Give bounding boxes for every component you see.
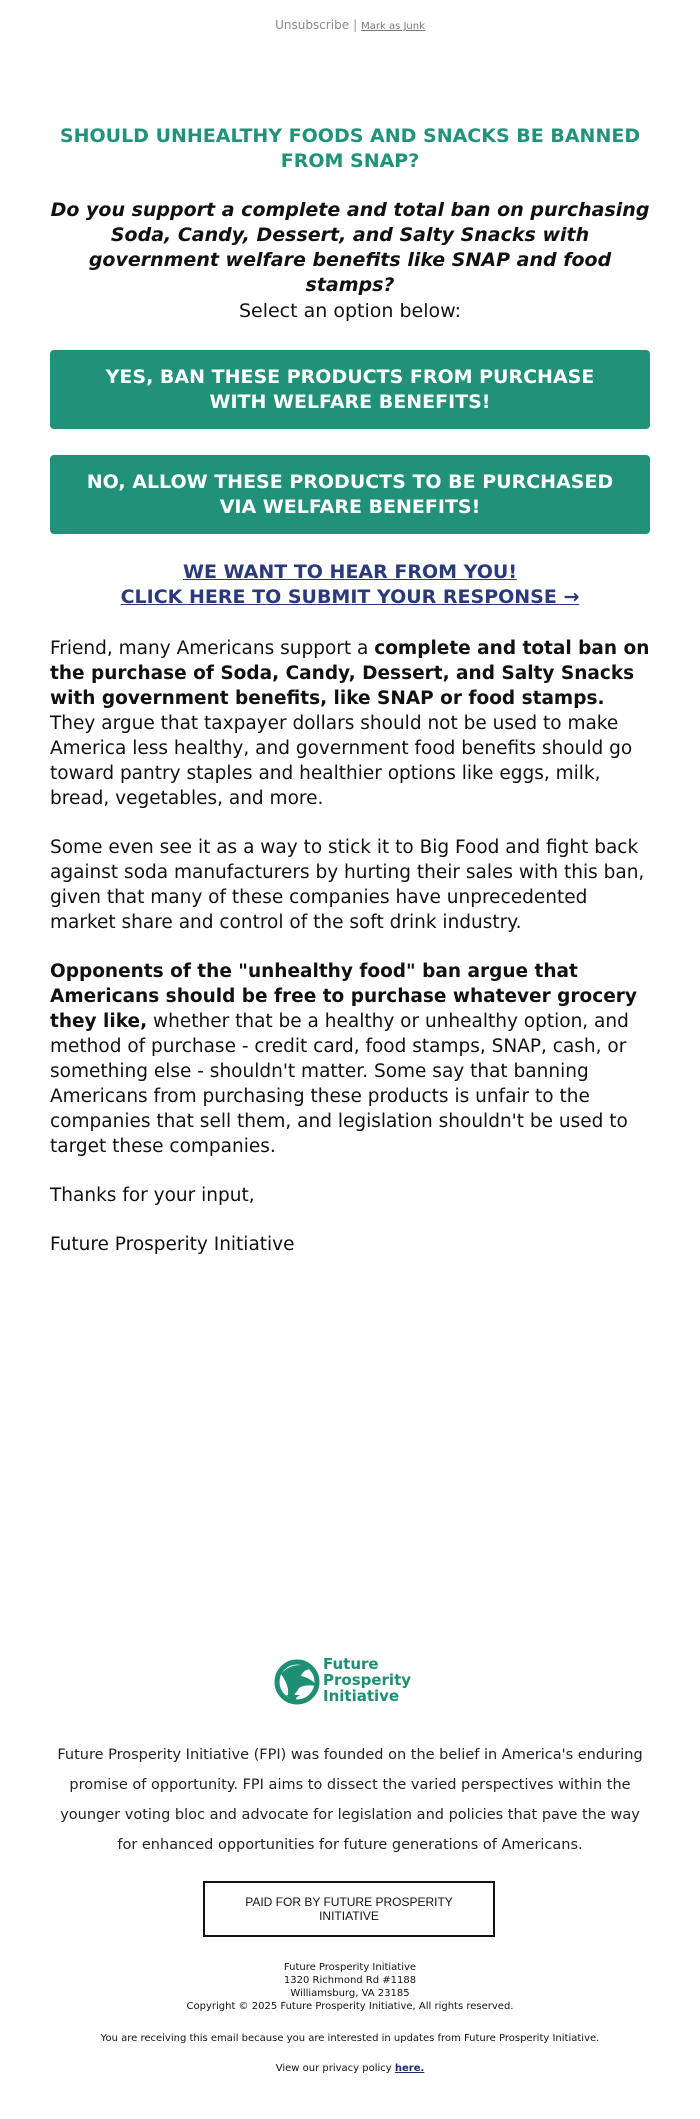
privacy-prefix: View our privacy policy (275, 2063, 395, 2074)
separator: | (353, 18, 358, 32)
email-body (50, 636, 650, 1281)
unsubscribe-link[interactable]: Unsubscribe (275, 18, 350, 32)
p3-rest: whether that be a healthy or unhealthy option, and method of purchase - credit card, food stamps, SNAP, cash, or something else - shouldn't matter. Some say that banning Americans from purchasing these products is unfair to the companies that sell them, and legislation shouldn't be used to target these companies. (50, 1011, 629, 1157)
survey-question: Do you support a complete and total ban on purchasing Soda, Candy, Dessert, and Salty Snacks with government welfare benefits like SNAP and food stamps? (50, 199, 650, 296)
submit-response-link[interactable] (50, 560, 650, 610)
fpi-logo (273, 1652, 433, 1708)
headline: SHOULD UNHEALTHY FOODS AND SNACKS BE BANNED FROM SNAP? (59, 125, 641, 172)
receiving-notice: You are receiving this email because you are interested in updates from Future Prosperity Initiative. (100, 2033, 600, 2044)
p1-bold: complete and total ban on the purchase of Soda, Candy, Dessert, and Salty Snacks with government benefits, like SNAP or food stamps. (50, 638, 650, 709)
signature: Future Prosperity Initiative (50, 1234, 295, 1255)
no-allow-button[interactable]: NO, ALLOW THESE PRODUCTS TO BE PURCHASED VIA WELFARE BENEFITS! (50, 455, 650, 534)
eagle-logo-icon (273, 1652, 433, 1708)
yes-ban-button[interactable]: YES, BAN THESE PRODUCTS FROM PURCHASE WITH WELFARE BENEFITS! (50, 350, 650, 429)
about-fpi: Future Prosperity Initiative (FPI) was founded on the belief in America's enduring promise of opportunity. FPI aims to dissect the varied perspectives within the younger voting bloc and advocate for legislation and policies that pave the way for enhanced opportunities for future generations of Americans. (57, 1747, 643, 1853)
email-top-links (0, 18, 700, 32)
mark-as-junk-link[interactable]: Mark as Junk (361, 21, 425, 32)
thanks-line: Thanks for your input, (50, 1185, 255, 1206)
cta-line-2[interactable]: CLICK HERE TO SUBMIT YOUR RESPONSE → (120, 586, 580, 608)
paragraph-1 (50, 636, 650, 811)
paragraph-2: Some even see it as a way to stick it to Big Food and fight back against soda manufacturers by hurting their sales with this ban, given that many of these companies have unprecedented market share and control of the soft drink industry. (50, 837, 645, 933)
cta-line-1[interactable]: WE WANT TO HEAR FROM YOU! (182, 561, 517, 583)
logo-text-line-3: Initiative (323, 1687, 400, 1705)
logo-text-line-2: Prosperity (323, 1671, 412, 1689)
p1-intro: Friend, many Americans support a (50, 638, 375, 659)
paid-for-disclaimer: PAID FOR BY FUTURE PROSPERITY INITIATIVE (203, 1881, 495, 1937)
p3-bold: Opponents of the "unhealthy food" ban argue that Americans should be free to purchase whatever grocery they like, (50, 961, 637, 1032)
copyright: Copyright © 2025 Future Prosperity Initiative, All rights reserved. (186, 2001, 514, 2012)
privacy-policy-link[interactable]: here. (394, 2063, 425, 2074)
org-name: Future Prosperity Initiative (283, 1962, 417, 1973)
paragraph-3 (50, 959, 650, 1159)
logo-text-line-1: Future (323, 1655, 379, 1673)
address-line-1: 1320 Richmond Rd #1188 (283, 1975, 417, 1986)
select-prompt: Select an option below: (238, 300, 462, 322)
address-line-2: Williamsburg, VA 23185 (290, 1988, 410, 1999)
mailing-address (0, 1961, 700, 2013)
privacy-line (0, 2063, 700, 2074)
p1-rest: They argue that taxpayer dollars should not be used to make America less healthy, and government food benefits should go toward pantry staples and healthier options like eggs, milk, bread, vegetables, and more. (50, 713, 633, 809)
